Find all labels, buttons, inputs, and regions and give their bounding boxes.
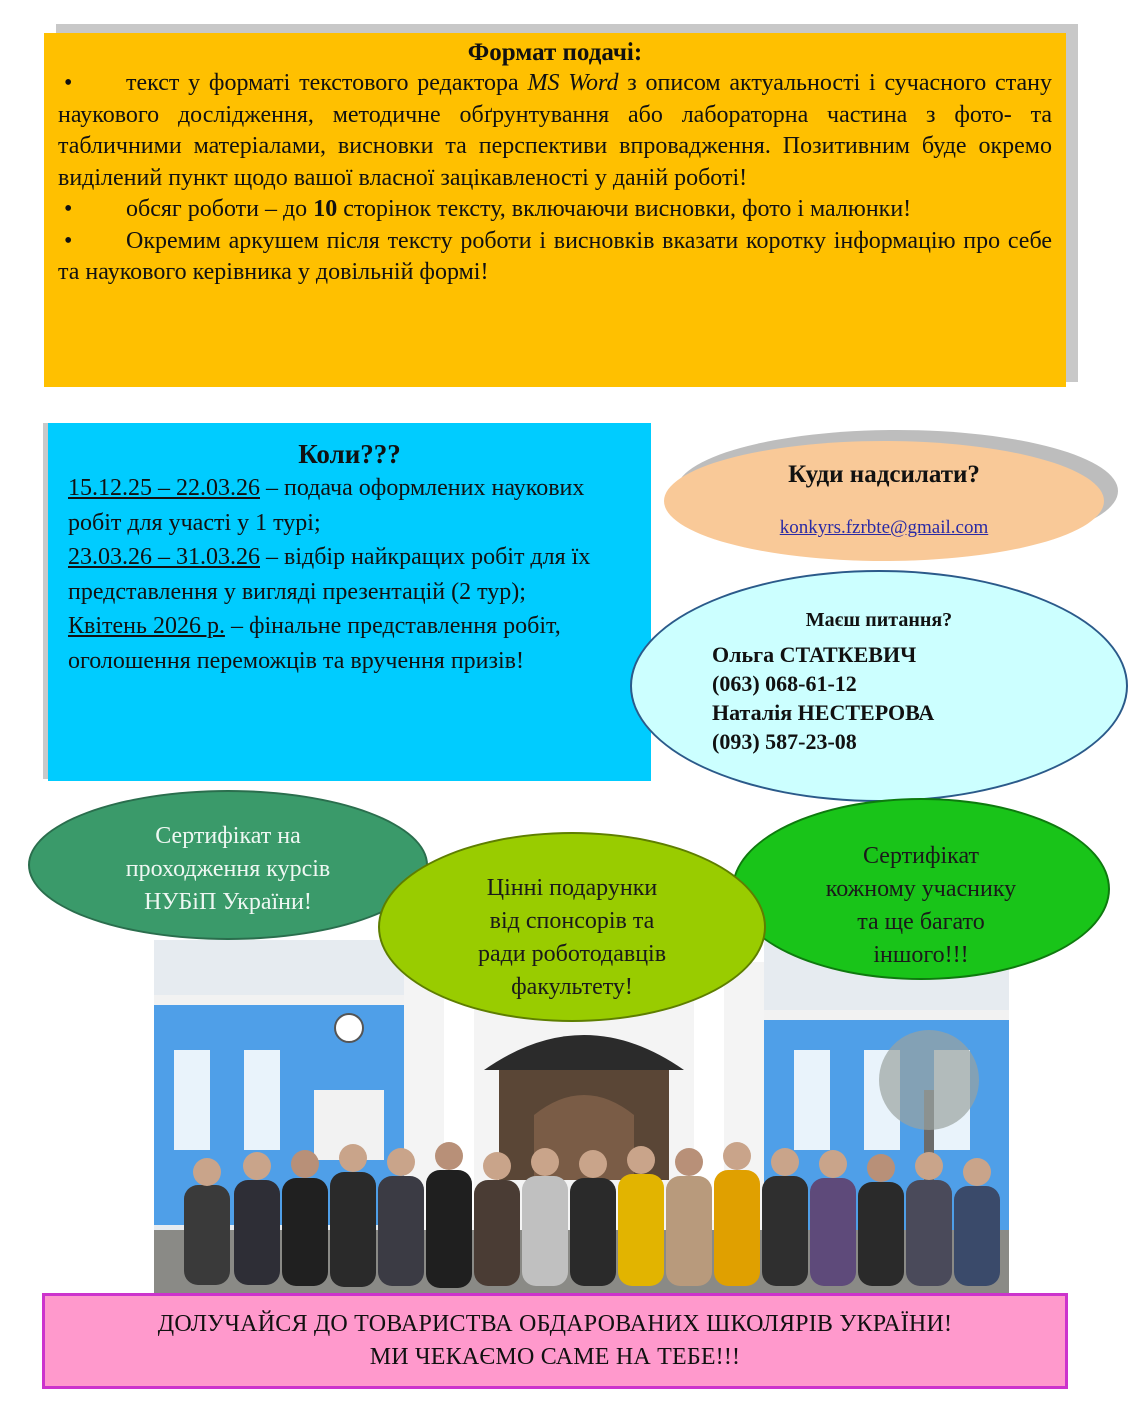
when-title: Коли??? (298, 439, 401, 469)
contact-name-2: Наталія НЕСТЕРОВА (712, 700, 935, 725)
certificate-courses-ellipse: Сертифікат на проходження курсів НУБіП України! (28, 790, 428, 940)
format-item-1: • текст у форматі текстового редактора MS Word з описом актуальності і сучасного стану наукового дослідження, методичне обґрунтування або лабораторна частина з фото- та табличними матеріалами, висновки та перспективи впровадження. Позитивним буде окремо виділений пункт щодо вашої власної зацікавленості у даній роботі! (58, 70, 1052, 191)
banner-line-1: ДОЛУЧАЙСЯ ДО ТОВАРИСТВА ОБДАРОВАНИХ ШКОЛЯРІВ УКРАЇНИ! (157, 1311, 953, 1337)
join-banner (42, 1293, 1068, 1389)
when-item-1: 15.12.25 – 22.03.26 – подача оформлених наукових робіт для участі у 1 турі; (68, 475, 585, 536)
when-box (48, 423, 651, 781)
contact-name-1: Ольга СТАТКЕВИЧ (712, 642, 917, 667)
email-link[interactable]: konkyrs.fzrbte@gmail.com (779, 517, 989, 538)
send-ellipse (664, 441, 1104, 561)
format-item-3: • Окремим аркушем після тексту роботи і висновків вказати коротку інформацію про себе та наукового керівника у довільній формі! (58, 227, 1052, 285)
gifts-ellipse: Цінні подарунки від спонсорів та ради роботодавців факультету! (378, 832, 766, 1022)
when-item-3: Квітень 2026 р. – фінальне представлення робіт, оголошення переможців та вручення призів! (68, 613, 561, 674)
send-title: Куди надсилати? (788, 461, 980, 488)
format-item-2: • обсяг роботи – до 10 сторінок тексту, включаючи висновки, фото і малюнки! (58, 194, 1052, 226)
bullet-icon: • (64, 70, 73, 96)
format-title: Формат подачі: (467, 39, 643, 66)
bullet-icon: • (64, 196, 73, 222)
contact-phone-2: (093) 587-23-08 (712, 729, 857, 754)
format-box (44, 33, 1066, 387)
questions-title: Маєш питання? (805, 609, 953, 631)
questions-ellipse (630, 570, 1128, 802)
banner-line-2: МИ ЧЕКАЄМО САМЕ НА ТЕБЕ!!! (369, 1344, 741, 1370)
when-item-2: 23.03.26 – 31.03.26 – відбір найкращих робіт для їх представлення у вигляді презентацій (2 тур); (68, 544, 591, 605)
contact-phone-1: (063) 068-61-12 (712, 671, 857, 696)
certificate-participants-ellipse: Сертифікат кожному учаснику та ще багато іншого!!! (732, 798, 1110, 980)
contacts-list (712, 632, 934, 756)
bullet-icon: • (64, 227, 73, 254)
